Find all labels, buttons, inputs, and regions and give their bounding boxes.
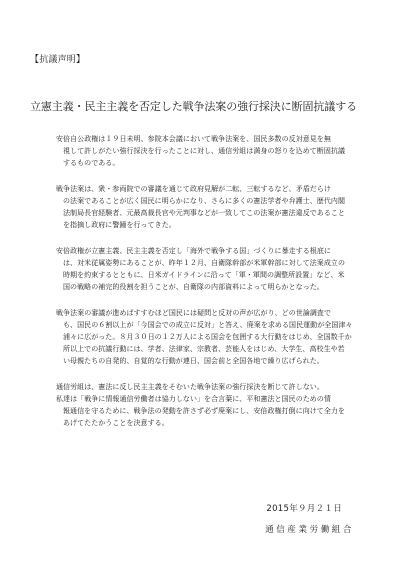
paragraph-line: 国の戦略の補完的役割を担うことが、自衛隊の内部資料によって明らかとなった。	[63, 283, 324, 291]
paragraph-line: 私達は「戦争に情報通信労働者は協力しない」を合言葉に、平和憲法と国民のための情	[56, 395, 331, 403]
paragraph-line: あげてたたかうことを決意する。	[63, 419, 169, 427]
statement-body	[56, 133, 376, 429]
paragraph-line: 報通信を守るために、戦争法の発動を許さず必ず廃案にし、安倍政権打倒に向けて全力を	[63, 407, 345, 415]
paragraph-line: の法案であることが広く国民に明らかになり、さらに多くの憲法学者や弁護士、歴代内閣	[63, 197, 345, 205]
statement-tag: 【抗議声明】	[30, 55, 86, 65]
paragraph-line: 浦々に広がった。８月３０日の１２万人による国会を包囲する大行動をはじめ、全国数千か	[63, 333, 352, 341]
paragraph-5	[56, 381, 376, 429]
paragraph-line: 安倍政権が立憲主義、民主主義を否定し「海外で戦争する国」づくりに暴走する根底に	[56, 247, 331, 255]
paragraph-line: 戦争法案は、衆・参両院での審議を通じて政府見解が二転、三転するなど、矛盾だらけ	[56, 185, 331, 193]
paragraph-1	[56, 133, 376, 169]
paragraph-2	[56, 183, 376, 231]
paragraph-line: 所以上での抗議行動には、学者、法律家、宗教者、芸能人をはじめ、大学生、高校生や若	[63, 345, 345, 353]
paragraph-line: 安倍自公政権は１９日未明、参院本会議において戦争法案を、国民多数の反対意見を無	[56, 135, 331, 143]
paragraph-line: は、対米従属姿勢にあることが、昨年１２月、自衛隊幹部が米軍幹部に対して法案成立の	[63, 259, 345, 267]
paragraph-line: 時期を約束するとともに、日米ガイドラインに沿って「軍・軍間の調整所設置」など、米	[63, 271, 345, 279]
paragraph-4	[56, 307, 376, 367]
paragraph-line: 視して許しがたい強行採決を行ったことに対し、通信労組は満身の怒りを込めて断固抗議	[63, 147, 345, 155]
statement-title: 立憲主義・民主主義を否定した戦争法案の強行採決に断固抗議する	[30, 100, 357, 113]
paragraph-line: 戦争法案の審議が進めばすすむほど国民には疑問と反対の声が広がり、どの世論調査で	[56, 309, 332, 317]
paragraph-line: を指摘し政府に警鐘を行ってきた。	[63, 221, 176, 229]
organization-name: 通信産業労働組合	[265, 525, 354, 535]
paragraph-3	[56, 245, 376, 293]
paragraph-line: 通信労組は、憲法に反し民主主義をそむいた戦争法案の強行採決を断じて許しない。	[56, 383, 324, 391]
paragraph-line: い母親たちの自発的、自覚的な行動が連日、国会前と全国各地で繰り広げられた。	[63, 357, 324, 365]
paragraph-line: 法制局長官経験者、元最高裁長官や元判事などが一致してこの法案が憲法違反であること	[63, 209, 345, 217]
statement-date: 2015年９月２１日	[266, 504, 342, 514]
paragraph-line: するものである。	[63, 159, 120, 167]
paragraph-line: も、国民の６割以上が「今国会での成立に反対」と答え、廃案を求める国民運動が全国津々	[63, 321, 353, 329]
